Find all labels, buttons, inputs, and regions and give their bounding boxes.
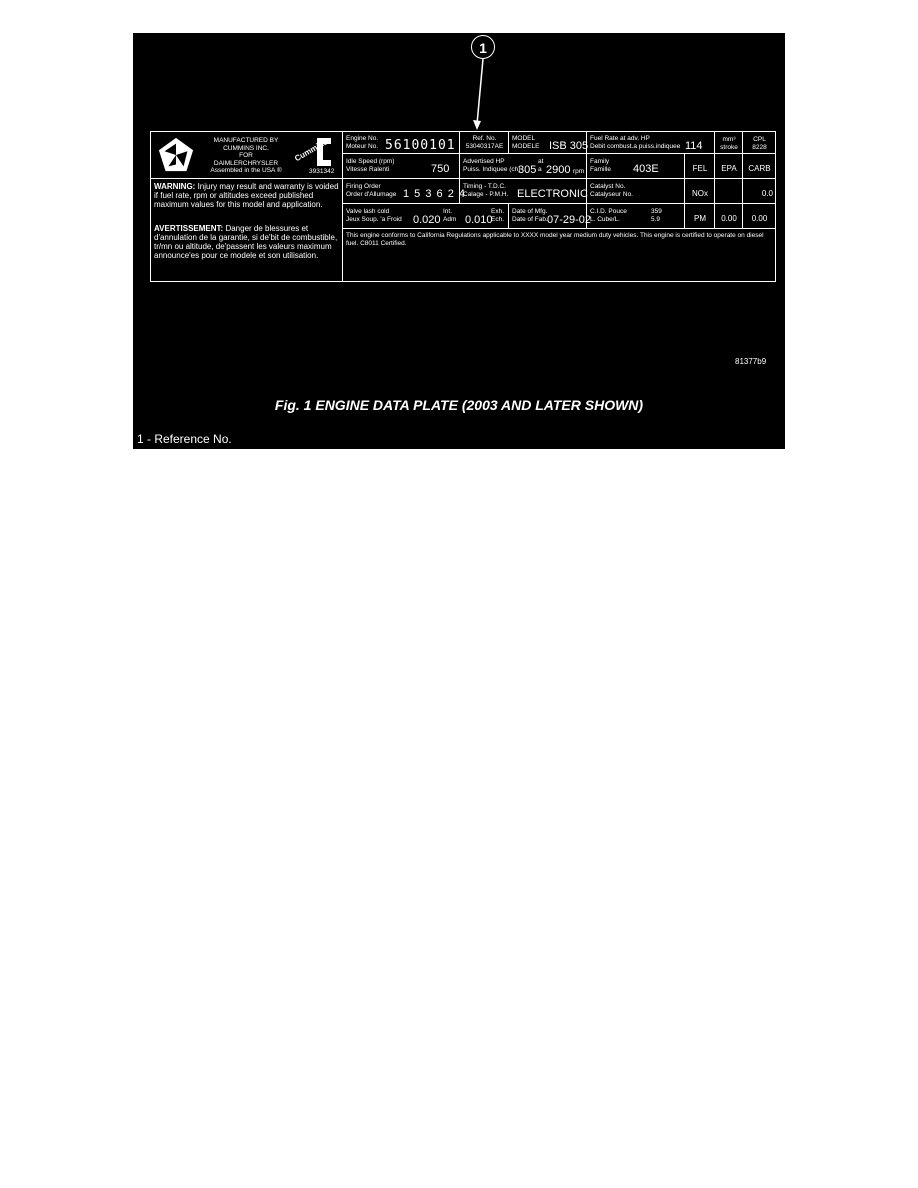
fel-header: FEL [685, 154, 715, 179]
mfg-date-cell: Date of Mfg. Date of Fab. 07-29-02 [509, 204, 587, 229]
engine-data-plate [150, 131, 776, 282]
pm-cell: PM [685, 204, 715, 229]
idle-speed-cell: Idle Speed (rpm) Vitesse Ralenti 750 [343, 154, 460, 179]
timing-cell: Timing - T.D.C. Calage - P.M.H. ELECTRONIC [460, 179, 587, 204]
svg-text:Cummins: Cummins [293, 137, 330, 164]
warning-block: WARNING: Injury may result and warranty is voided if fuel rate, rpm or altitudes exceed published maximum values for this model and application. AVERTISSEMENT: Danger de blessures et d'annulation de la garantie, si de'bit de combustible, tr/mn ou altitude, de'passent les valeurs maximum announce'es pour ce modele et son utilisation. [151, 179, 343, 282]
catalyst-cell: Catalyst No. Catalyseur No. [587, 179, 685, 204]
nox-epa-cell [715, 179, 743, 204]
figure-legend: 1 - Reference No. [137, 432, 232, 446]
firing-order-cell: Firing Order Order d'Allumage 1 5 3 6 2 4 [343, 179, 460, 204]
cid-cell: C.I.D. Pouce L. Cube/L. 359 5.9 [587, 204, 685, 229]
pm-epa-cell: 0.00 [715, 204, 743, 229]
cpl-cell: CPL 8228 [743, 132, 776, 154]
mfr-block: MANUFACTURED BY CUMMINS INC. FOR DAIMLERCHRYSLER Assembled in the USA ® Cummins 3931342 [151, 132, 343, 179]
fuel-rate-cell: Fuel Rate at adv. HP Debit combust.a puiss.indiquee 114 [587, 132, 715, 154]
model-cell: MODEL MODELE ISB 305 [509, 132, 587, 154]
pentastar-logo [157, 136, 195, 174]
conformity-text: This engine conforms to California Regulations applicable to XXXX model year medium duty vehicles. This engine is certified to operate on diesel fuel. C8011 Certified. [346, 232, 764, 247]
family-cell: Family Famille 403E [587, 154, 685, 179]
nox-cell: NOx [685, 179, 715, 204]
callout-number: 1 [471, 35, 495, 59]
adv-hp-cell: Advertised HP Puiss. Indiquee (ch) 305 at a 2900 rpm [460, 154, 587, 179]
nox-carb-cell: 0.0 [743, 179, 776, 204]
pm-carb-cell: 0.00 [743, 204, 776, 229]
figure-caption: Fig. 1 ENGINE DATA PLATE (2003 AND LATER SHOWN) [274, 397, 644, 413]
cummins-logo [291, 136, 333, 168]
ref-no-cell: Ref. No. 53040317AE [460, 132, 509, 154]
fuel-unit-cell: mm³ stroke [715, 132, 743, 154]
epa-header: EPA [715, 154, 743, 179]
engine-no-cell: Engine No. Moteur No. 56100101 [343, 132, 460, 154]
valve-lash-cell: Valve lash cold Jeux Soup. 'a Froid 0.020 Int. Adm 0.010 Exh. Ech. [343, 204, 509, 229]
reference-code: 81377b9 [735, 357, 767, 366]
carb-header: CARB [743, 154, 776, 179]
